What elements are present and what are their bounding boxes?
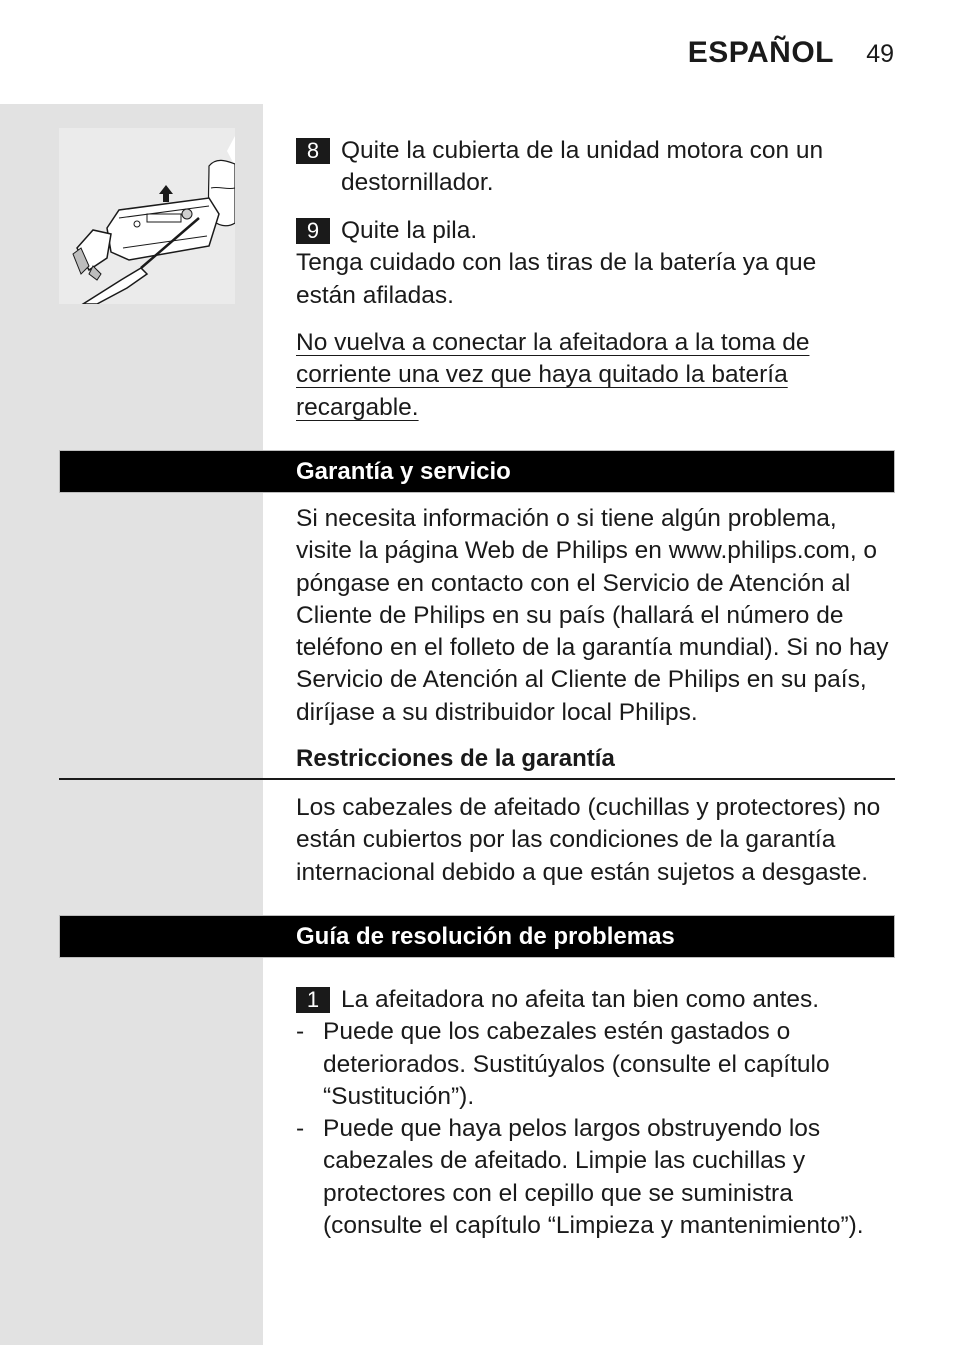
section-title: Guía de resolución de problemas xyxy=(296,923,675,950)
battery-note: Tenga cuidado con las tiras de la batería ya que están afiladas. xyxy=(296,249,817,309)
restrictions-paragraph: Los cabezales de afeitado (cuchillas y protectores) no están cubiertos por las condiciones de la garantía internacional debido a que están sujetos a desgaste. xyxy=(296,794,881,886)
step-9 xyxy=(296,215,896,312)
page-number: 49 xyxy=(866,40,894,68)
step-8 xyxy=(296,135,896,200)
section-header-troubleshooting xyxy=(59,915,895,958)
step-text: Quite la pila. xyxy=(341,217,478,244)
section-title: Garantía y servicio xyxy=(296,458,511,485)
list-item: - Puede que haya pelos largos obstruyendo los cabezales de afeitado. Limpie las cuchillas y protectores con el cepillo que se suministra (consulte el capítulo “Limpieza y mantenimiento”). xyxy=(296,1113,896,1242)
troubleshooting-list xyxy=(296,1016,896,1242)
philips-website-link[interactable]: www.philips.com xyxy=(668,537,850,565)
section-header-warranty xyxy=(59,450,895,493)
list-item: - Puede que los cabezales estén gastados o deteriorados. Sustitúyalos (consulte el capítulo “Sustitución”). xyxy=(296,1016,896,1113)
screwdriver-illustration-icon xyxy=(59,128,235,304)
divider xyxy=(59,778,895,780)
step-text: Quite la cubierta de la unidad motora con un destornillador. xyxy=(341,137,824,197)
troubleshooting-step-1 xyxy=(296,984,896,1242)
warranty-paragraph xyxy=(296,503,896,729)
warning-line-2: corriente una vez que haya quitado la batería xyxy=(296,361,788,389)
step-number-badge: 1 xyxy=(296,987,330,1013)
warning-line-1: No vuelva a conectar la afeitadora a la toma de xyxy=(296,329,810,356)
step-number-badge: 8 xyxy=(296,138,330,164)
motor-unit-illustration xyxy=(59,128,235,304)
warranty-text-cont: , o póngase en contacto con el Servicio de Atención al Cliente de Philips en su país (hallará el número de teléfono en el folleto de la garantía mundial). Si no hay Servicio de Atención al Cliente de Philips en su país, diríjase a su distribuidor local Philips. xyxy=(296,537,889,726)
warranty-text: Si necesita información o si tiene algún problema, visite la página Web de Philips en xyxy=(296,505,837,565)
step-number-badge: 9 xyxy=(296,218,330,244)
language-header: ESPAÑOL xyxy=(687,36,834,69)
step-text: La afeitadora no afeita tan bien como antes. xyxy=(341,986,820,1013)
battery-warning xyxy=(296,327,896,424)
restrictions-heading: Restricciones de la garantía xyxy=(296,745,615,772)
warning-line-3: recargable. xyxy=(296,393,419,421)
